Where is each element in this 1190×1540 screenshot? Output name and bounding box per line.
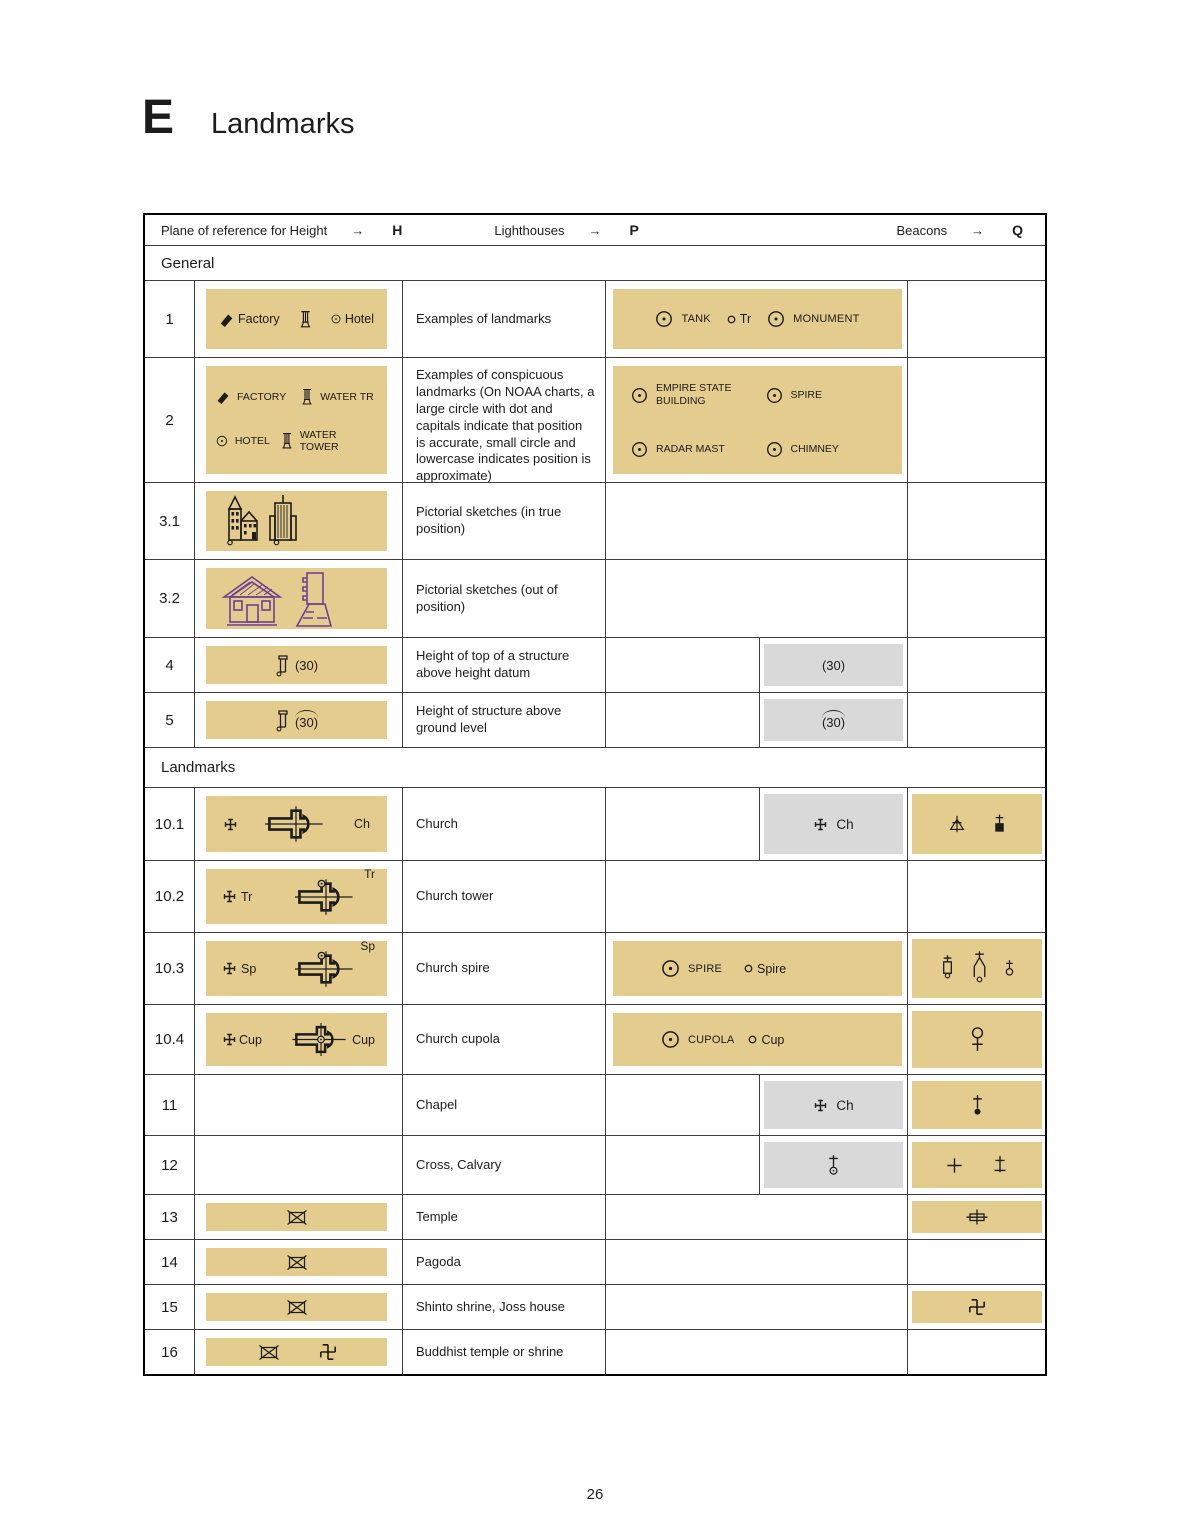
noaa-symbol-cell [605,933,907,1004]
tr-label: Tr [739,312,752,326]
other-symbol-cell [907,1195,1045,1239]
description-cell: Church tower [402,861,605,932]
empire-state-label: EMPIRE STATE BUILDING [656,382,732,408]
int-symbol-cell [194,1285,402,1329]
factory-icon [219,312,234,327]
symbol-box [764,1142,903,1188]
manji-icon [319,1343,337,1361]
spire-abbr: Sp [241,961,257,976]
noaa-symbol-cell [605,1240,907,1284]
noaa-symbol-cell [605,560,907,637]
int-symbol-cell [194,788,402,860]
other-symbol-cell [907,693,1045,747]
church-cross-icon [222,1032,237,1047]
section-key-q: Q [1012,222,1023,238]
int-symbol-cell [194,1005,402,1074]
calvary-cross-icon [990,1154,1010,1176]
symbol-box [206,568,387,629]
symbol-box [206,1013,387,1066]
description-cell: Pagoda [402,1240,605,1284]
tower-icon [275,653,291,677]
church-abbr: Ch [836,1097,854,1113]
church-cupola-plan-icon [292,1021,350,1058]
height-value-overlined: (30) [821,714,846,730]
row-number: 13 [161,1208,178,1226]
table-row [145,1329,1045,1374]
description-cell: Examples of conspicuous landmarks (On NOAA charts, a large circle with dot and capitals indicate that position is accurate, small circle and lowercase indicates position is approximate) [402,358,605,482]
row-number: 3.1 [159,512,180,530]
box-x-icon [285,1209,309,1226]
position-circle-icon [661,959,680,978]
row-number: 1 [165,310,174,328]
church-tower-plan-icon [295,877,357,917]
noaa-symbol-cell [605,788,759,860]
symbol-box [912,1201,1042,1233]
symbol-box [206,491,387,551]
int-symbol-cell [194,933,402,1004]
spire-caps-label: SPIRE [688,962,723,975]
monument-label: MONUMENT [793,313,860,325]
table-row [145,559,1045,637]
position-circle-icon [631,387,648,404]
noaa-symbol-cell [605,693,759,747]
beacons-label: Beacons [896,222,948,238]
symbol-box [206,938,387,996]
square-cross-icon [991,812,1008,836]
row-number: 14 [161,1253,178,1271]
section-key-h: H [392,222,403,238]
cupola-caps-label: CUPOLA [688,1033,735,1046]
tower-abbr-superscript: Tr [364,866,375,881]
symbol-box [206,646,387,684]
symbol-box [613,941,902,996]
other-symbol-cell [907,560,1045,637]
height-value: (30) [294,657,319,673]
table-row [145,1239,1045,1284]
church-plan-icon [265,804,327,844]
page-title [142,90,354,145]
church-cross-icon [813,817,828,832]
other-symbol-cell [907,1005,1045,1074]
spire-abbr-superscript: Sp [360,938,375,953]
table-row [145,245,1045,280]
table-row [145,1194,1045,1239]
factory-icon [216,390,230,404]
other-symbol-cell [907,1075,1045,1135]
int-symbol-cell [194,638,402,692]
other-symbol-cell [907,638,1045,692]
spire-label: SPIRE [790,388,823,401]
other-symbol-cell [907,1330,1045,1374]
cross-on-circle-icon [1002,957,1017,980]
manji-icon [968,1298,986,1316]
symbol-box [206,866,387,924]
church-cross-icon [222,889,237,904]
int-symbol-cell [194,1240,402,1284]
table-row [145,1135,1045,1194]
other-symbol-cell [907,281,1045,357]
factory-label: Factory [238,312,280,326]
symbol-box [206,366,387,474]
row-number: 10.3 [154,960,185,977]
tank-label: TANK [681,313,711,325]
row-number: 11 [161,1096,178,1114]
row-number: 10.1 [154,815,185,833]
int-symbol-cell [194,358,402,482]
other-symbol-cell [907,1136,1045,1194]
description-cell: Cross, Calvary [402,1136,605,1194]
int-symbol-cell [194,693,402,747]
section-key-p: P [629,222,639,238]
symbol-box [912,1291,1042,1323]
description-cell: Pictorial sketches (in true position) [402,483,605,559]
other-symbol-cell [907,1285,1045,1329]
spire-symbol-icon [938,953,957,984]
symbol-box [613,1013,902,1066]
description-cell: Temple [402,1195,605,1239]
box-x-icon [285,1254,309,1271]
int-symbol-cell [194,483,402,559]
description-cell: Buddhist temple or shrine [402,1330,605,1374]
row-number: 4 [165,656,174,674]
buildings-sketch-icon [222,494,318,548]
noaa-symbol-cell [605,483,907,559]
small-circle-icon [748,1035,757,1044]
int-symbol-cell [194,1075,402,1135]
description-cell: Height of top of a structure above height datum [402,638,605,692]
calvary-circle-icon [825,1153,842,1178]
noaa-symbol-cell-b [759,693,907,747]
description-cell: Height of structure above ground level [402,693,605,747]
noaa-symbol-cell [605,638,759,692]
row-number: 10.4 [154,1031,185,1048]
box-x-icon [285,1299,309,1316]
other-symbol-cell [907,1240,1045,1284]
int-symbol-cell [194,281,402,357]
table-row [145,1074,1045,1135]
section-header-landmarks: Landmarks [161,759,236,776]
table-row [145,280,1045,357]
other-symbol-cell [907,788,1045,860]
spire-tall-symbol-icon [969,950,990,987]
church-cross-icon [222,961,237,976]
symbol-box [764,794,903,854]
cupola-symbol-icon [968,1025,987,1054]
noaa-symbol-cell-b [759,1075,907,1135]
position-circle-icon [767,310,785,328]
int-symbol-cell [194,861,402,932]
triangle-cross-icon [947,813,967,835]
symbol-box [912,794,1042,854]
other-symbol-cell [907,933,1045,1004]
table-row [145,932,1045,1004]
noaa-symbol-cell [605,1136,759,1194]
table-row [145,1284,1045,1329]
lighthouses-label: Lighthouses [494,222,565,238]
church-cross-icon [223,817,238,832]
water-tr-label: WATER TR [320,391,374,403]
church-spire-plan-icon [295,949,357,989]
symbol-box [912,1142,1042,1188]
noaa-symbol-cell [605,1075,759,1135]
position-circle-icon [331,314,341,324]
cup-lc-label: Cup [761,1032,785,1047]
description-cell: Chapel [402,1075,605,1135]
table-row [145,482,1045,559]
other-symbol-cell [907,861,1045,932]
description-cell: Church [402,788,605,860]
height-value-overlined: (30) [294,714,319,730]
spire-lc-label: Spire [757,961,787,976]
row-number: 10.2 [154,888,185,905]
tower-abbr: Tr [241,889,253,904]
arrow-icon: → [351,222,365,238]
hotel-label: Hotel [344,312,374,326]
position-circle-icon [766,441,783,458]
description-cell: Examples of landmarks [402,281,605,357]
description-cell: Pictorial sketches (out of position) [402,560,605,637]
box-x-icon [257,1344,281,1361]
table-row [145,860,1045,932]
symbol-box [206,1203,387,1231]
cupola-abbr: Cup [239,1032,262,1047]
noaa-symbol-cell-b [759,638,907,692]
symbol-box [764,699,903,741]
landmarks-table [143,213,1047,1376]
cross-reference-header [145,215,1045,245]
symbol-box [206,1338,387,1366]
position-circle-icon [766,387,783,404]
height-value: (30) [821,657,846,673]
table-row [145,637,1045,692]
other-symbol-cell [907,358,1045,482]
chimney-label: CHIMNEY [790,442,839,455]
radar-mast-label: RADAR MAST [656,442,725,455]
small-circle-icon [744,964,753,973]
table-row [145,787,1045,860]
plane-of-reference-label: Plane of reference for Height [161,222,328,238]
symbol-box [764,644,903,686]
table-row [145,1004,1045,1074]
description-cell: Shinto shrine, Joss house [402,1285,605,1329]
row-number: 2 [165,411,174,429]
noaa-symbol-cell [605,1195,907,1239]
water-tower-icon [299,309,312,330]
water-tower-icon [301,387,313,407]
int-symbol-cell [194,1330,402,1374]
description-cell: Church cupola [402,1005,605,1074]
symbol-box [206,796,387,852]
noaa-symbol-cell [605,1330,907,1374]
symbol-box [613,289,902,349]
row-number: 15 [161,1298,178,1316]
section-header-general: General [161,254,215,272]
church-cross-icon [813,1098,828,1113]
table-row [145,692,1045,747]
position-circle-icon [655,310,673,328]
church-abbr: Ch [836,816,854,832]
row-number: 16 [161,1343,178,1361]
water-tower-label: WATER TOWER [299,429,339,453]
church-abbr: Ch [354,817,370,831]
table-row [145,747,1045,787]
temple-symbol-icon [965,1208,989,1226]
int-symbol-cell [194,1136,402,1194]
symbol-box [206,1248,387,1276]
int-symbol-cell [194,1195,402,1239]
symbol-box [912,1011,1042,1068]
water-tower-icon [281,431,293,451]
section-letter: E [142,91,176,144]
row-number: 5 [165,711,174,729]
noaa-symbol-cell [605,1285,907,1329]
noaa-symbol-cell [605,358,907,482]
symbol-box [206,701,387,739]
noaa-symbol-cell-b [759,788,907,860]
table-row [145,215,1045,245]
position-circle-icon [631,441,648,458]
description-cell: Church spire [402,933,605,1004]
symbol-box [912,939,1042,998]
buildings-sketch-purple-icon [220,568,338,630]
row-number: 3.2 [159,590,180,607]
plain-cross-icon [945,1156,964,1175]
noaa-symbol-cell [605,1005,907,1074]
noaa-symbol-cell [605,861,907,932]
table-row [145,357,1045,482]
int-symbol-cell [194,560,402,637]
small-circle-icon [727,315,736,324]
row-number: 12 [161,1156,178,1174]
symbol-box [764,1081,903,1129]
noaa-symbol-cell [605,281,907,357]
symbol-box [613,366,902,474]
symbol-box [206,289,387,349]
position-circle-icon [661,1030,680,1049]
factory-label: FACTORY [237,391,287,403]
symbol-box [206,1293,387,1321]
tower-icon [275,708,291,732]
symbol-box [912,1081,1042,1129]
arrow-icon: → [971,222,985,238]
page-number: 26 [586,1486,604,1503]
position-circle-icon [216,435,228,447]
section-title: Landmarks [211,108,355,140]
chapel-symbol-icon [969,1093,986,1118]
other-symbol-cell [907,483,1045,559]
arrow-icon: → [588,222,602,238]
noaa-symbol-cell-b [759,1136,907,1194]
cupola-abbr: Cup [352,1032,375,1047]
hotel-label: HOTEL [234,435,270,447]
